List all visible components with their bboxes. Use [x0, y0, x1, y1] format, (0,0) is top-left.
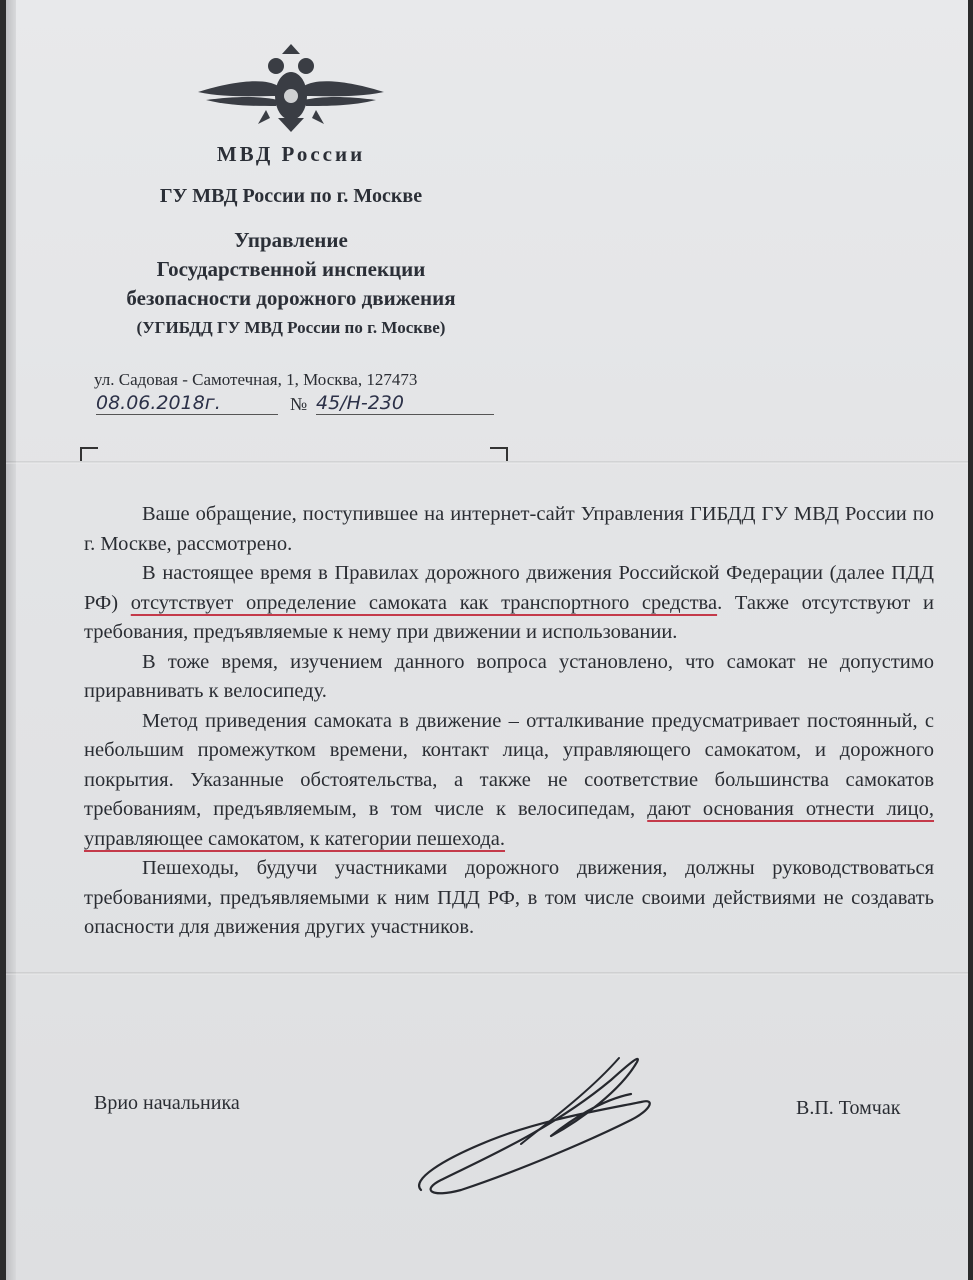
- paragraph: [84, 559, 934, 648]
- highlighted-text: дают основания отнести лицо, управляющее самокатом, к категории пешехода.: [84, 798, 935, 850]
- registration-line: [94, 392, 494, 418]
- address-window-corner: [490, 447, 508, 461]
- double-headed-eagle-emblem-icon: [196, 40, 386, 136]
- unit-title: Государственной инспекции: [156, 257, 426, 281]
- letter-body: [84, 500, 934, 943]
- registration-number-label: №: [290, 394, 308, 414]
- highlighted-text: отсутствует определение самоката как транспортного средства: [130, 591, 718, 614]
- paragraph: Ваше обращение, поступившее на интернет-сайт Управления ГИБДД ГУ МВД России по г. Москве, рассмотрено.: [84, 503, 934, 555]
- letterhead: [76, 40, 506, 342]
- paragraph: Пешеходы, будучи участниками дорожного движения, должны руководствоваться требованиями, предъявляемыми к ним ПДД РФ, в том числе своими действиями не создавать опасности для движения других участников.: [84, 857, 934, 938]
- paragraph: [84, 707, 934, 855]
- unit-title: Управление: [234, 228, 348, 252]
- signatory-name: В.П. Томчак: [796, 1097, 901, 1119]
- registration-number: 45/Н-230: [316, 392, 494, 415]
- fold-line: [6, 972, 968, 975]
- handwritten-signature-icon: [401, 1040, 671, 1200]
- unit-title: безопасности дорожного движения: [126, 286, 456, 310]
- signatory-position: Врио начальника: [94, 1092, 240, 1114]
- fold-line: [6, 461, 968, 464]
- letter-page: [6, 0, 968, 1280]
- text-segment: . Также отсутствуют и требования, предъявляемые к нему при движении и использовании.: [84, 591, 935, 643]
- org-name: МВД России: [216, 142, 366, 166]
- text-segment: В настоящее время в Правилах дорожного движения Российской Федерации (далее ПДД РФ): [84, 562, 934, 614]
- unit-abbreviation: (УГИБДД ГУ МВД России по г. Москве): [136, 318, 446, 337]
- text-segment: Метод приведения самоката в движение – отталкивание предусматривает постоянный, с небольшим промежутком времени, контакт лица, управляющего самокатом, и дорожного покрытия. Указанные обстоятельства, а также не соответствие большинства самокатов требованиям, предъявляемым, в том числе к велосипедам,: [84, 709, 934, 820]
- registration-date: 08.06.2018г.: [96, 392, 278, 415]
- page-edge: [6, 0, 16, 1280]
- address: ул. Садовая - Самотечная, 1, Москва, 127473: [94, 370, 418, 389]
- department-name: ГУ МВД России по г. Москве: [159, 185, 423, 207]
- address-window-corner: [80, 447, 98, 461]
- paragraph: В тоже время, изучением данного вопроса установлено, что самокат не допустимо приравнивать к велосипеду.: [84, 650, 934, 702]
